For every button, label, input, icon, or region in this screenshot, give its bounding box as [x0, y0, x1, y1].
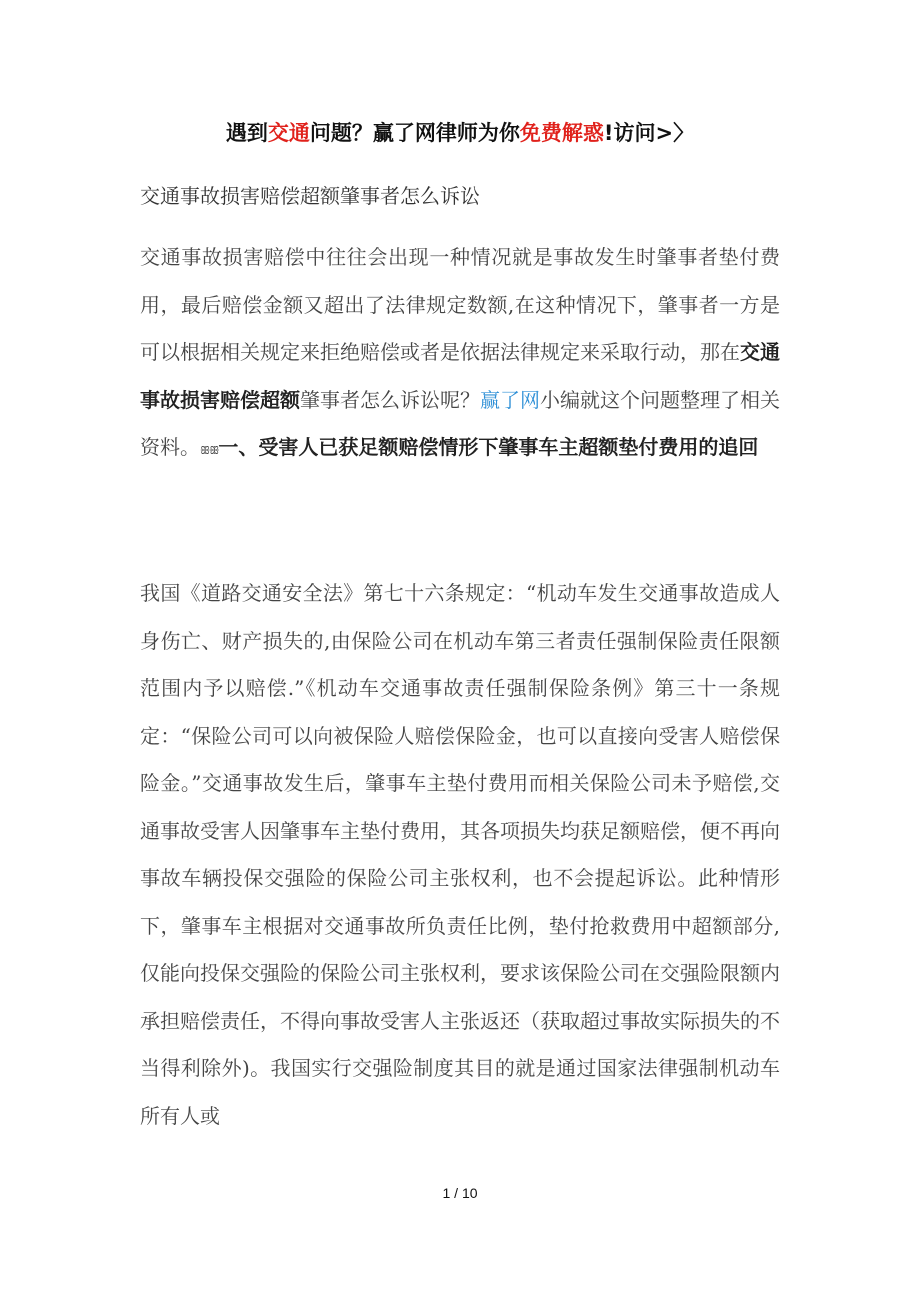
- section-heading: 一、受害人已获足额赔偿情形下肇事车主超额垫付费用的追回: [218, 435, 759, 459]
- banner-visit-link[interactable]: !访问>〉: [603, 121, 695, 145]
- yingle-link[interactable]: 赢了网: [480, 387, 540, 412]
- banner-highlight-free: 免费解惑: [519, 121, 604, 145]
- intro-paragraph: [140, 234, 780, 475]
- decorative-dots: ꕥꕥ: [200, 444, 219, 457]
- page-indicator: 1 / 10: [442, 1185, 478, 1201]
- intro-text-c: 小编就这个问题整理了相关资料。: [140, 387, 780, 459]
- intro-keyword: 交通事故损害赔偿超额: [140, 340, 780, 412]
- banner-text-2: 问题？赢了网律师为你: [309, 121, 520, 145]
- banner-highlight-traffic: 交通: [267, 121, 310, 145]
- article-title: 交通事故损害赔偿超额肇事者怎么诉讼: [140, 184, 480, 208]
- banner-text-1: 遇到: [225, 121, 268, 145]
- intro-text-b: 肇事者怎么诉讼呢？: [300, 387, 480, 412]
- body-paragraph: 我国《道路交通安全法》第七十六条规定：“机动车发生交通事故造成人身伤亡、财产损失的,由保险公司在机动车第三者责任强制保险责任限额范围内予以赔偿.”《机动车交通事故责任强制保险条例》第三十一条规定：“保险公司可以向被保险人赔偿保险金，也可以直接向受害人赔偿保险金。”交通事故发生后，肇事车主垫付费用而相关保险公司未予赔偿,交通事故受害人因肇事车主垫付费用，其各项损失均获足额赔偿，便不再向事故车辆投保交强险的保险公司主张权利，也不会提起诉讼。此种情形下，肇事车主根据对交通事故所负责任比例，垫付抢救费用中超额部分,仅能向投保交强险的保险公司主张权利，要求该保险公司在交强险限额内承担赔偿责任，不得向事故受害人主张返还（获取超过事故实际损失的不当得利除外)。我国实行交强险制度其目的就是通过国家法律强制机动车所有人或: [140, 581, 780, 1128]
- promo-banner[interactable]: [0, 117, 920, 147]
- intro-text-a: 交通事故损害赔偿中往往会出现一种情况就是事故发生时肇事者垫付费用，最后赔偿金额又超出了法律规定数额,在这种情况下，肇事者一方是可以根据相关规定来拒绝赔偿或者是依据法律规定来采取行动，那在: [140, 245, 780, 364]
